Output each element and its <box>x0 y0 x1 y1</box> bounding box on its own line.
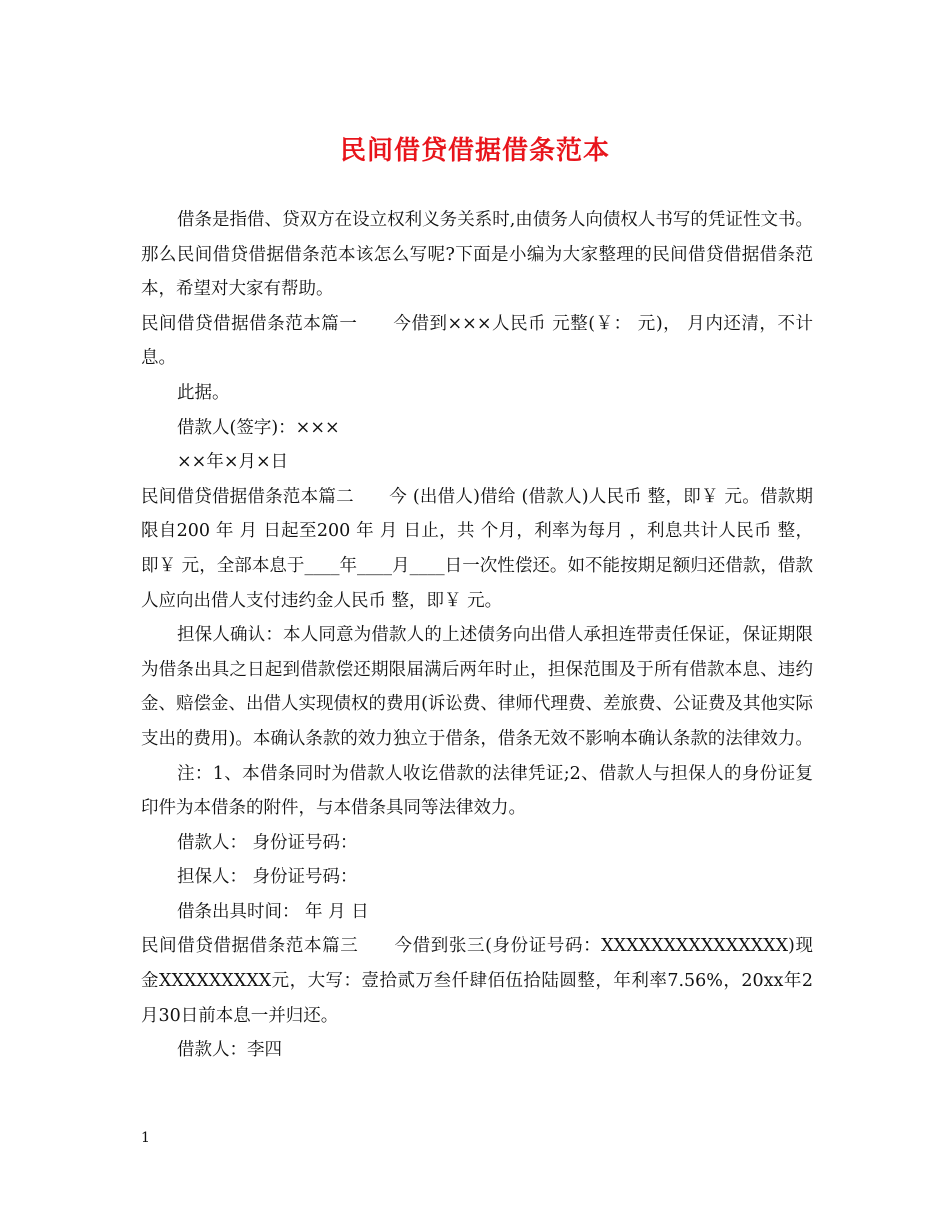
paragraph-borrower-id: 借款人： 身份证号码： <box>177 832 358 853</box>
paragraph-sample-one: 民间借贷借据借条范本篇一 今借到×××人民币 元整(￥： 元)， 月内还清，不计息。 <box>141 313 813 369</box>
paragraph-guarantor-confirmation: 担保人确认：本人同意为借款人的上述债务向出借人承担连带责任保证，保证期限为借条出具之日起到借款偿还期限届满后两年时止，担保范围及于所有借款本息、违约金、赔偿金、出借人实现债权的费用(诉讼费、律师代理费、差旅费、公证费及其他实际支出的费用)。本确认条款的效力独立于借条，借条无效不影响本确认条款的法律效力。 <box>141 625 813 749</box>
paragraph-note: 注：1、本借条同时为借款人收讫借款的法律凭证;2、借款人与担保人的身份证复印件为本借条的附件，与本借条具同等法律效力。 <box>141 763 813 819</box>
paragraph-guarantor-id: 担保人： 身份证号码： <box>177 867 358 888</box>
document-body <box>141 203 813 1068</box>
document-title: 民间借贷借据借条范本 <box>339 136 610 166</box>
paragraph-date: ××年×月×日 <box>177 452 289 473</box>
paragraph-issue-time: 借条出具时间： 年 月 日 <box>177 901 369 922</box>
paragraph-sample-three: 民间借贷借据借条范本篇三 今借到张三(身份证号码：XXXXXXXXXXXXXXX)现金XXXXXXXXX元，大写：壹拾贰万叁仟肆佰伍拾陆圆整，年利率7.56%，20xx年2月30日前本息一并归还。 <box>141 936 813 1026</box>
paragraph-ci-ju: 此据。 <box>177 382 230 403</box>
paragraph-sample-two: 民间借贷借据借条范本篇二 今 (出借人)借给 (借款人)人民币 整，即￥ 元。借款期限自200 年 月 日起至200 年 月 日止，共 个月，利率为每月 ，利息共计人民币 整，即￥ 元，全部本息于____年____月____日一次性偿还。如不能按期足额归还借款，借款人应向出借人支付违约金人民币 整，即￥ 元。 <box>141 486 813 611</box>
page-number: 1 <box>141 1130 150 1146</box>
paragraph-intro: 借条是指借、贷双方在设立权利义务关系时,由债务人向债权人书写的凭证性文书。那么民间借贷借据借条范本该怎么写呢?下面是小编为大家整理的民间借贷借据借条范本，希望对大家有帮助。 <box>141 210 813 300</box>
paragraph-borrower-name: 借款人：李四 <box>177 1040 282 1061</box>
paragraph-borrower-signature: 借款人(签字)：××× <box>177 417 340 438</box>
